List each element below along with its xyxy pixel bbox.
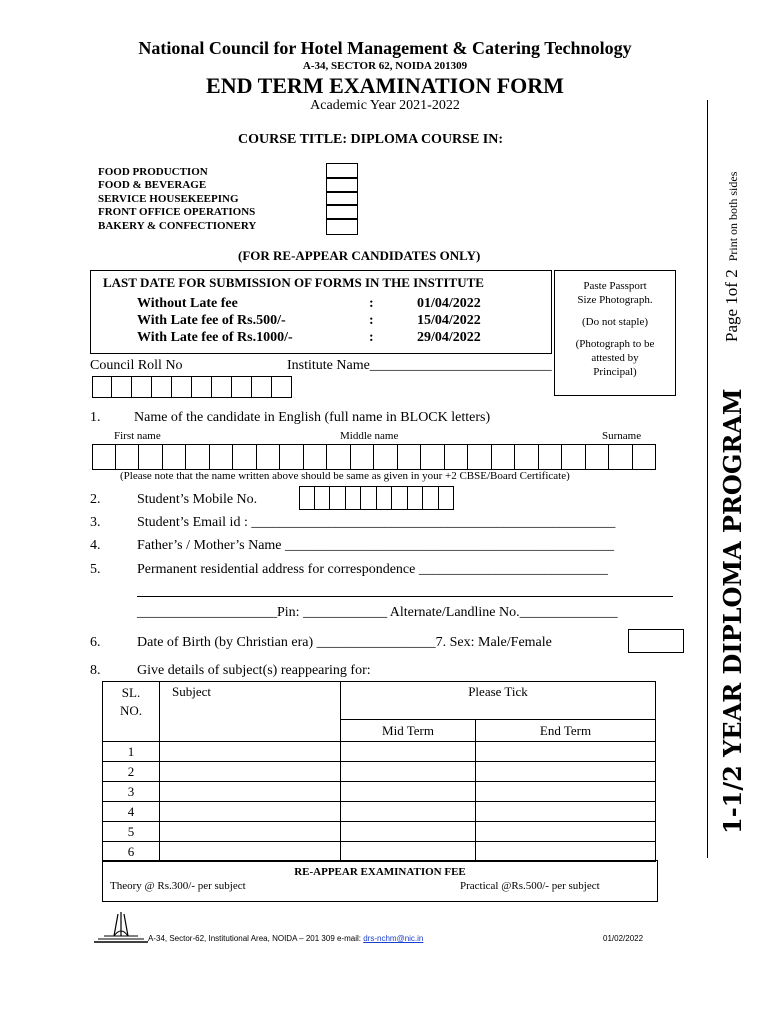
subject-cell[interactable] <box>160 762 341 782</box>
photo-text-5: attested by <box>591 352 639 364</box>
page-number-text: Page 1of 2 <box>722 269 741 342</box>
address-line-2[interactable] <box>137 596 673 597</box>
course-option-housekeeping: SERVICE HOUSEKEEPING <box>98 192 239 205</box>
program-title: 1-1/2 YEAR DIPLOMA PROGRAM <box>718 388 747 834</box>
table-row <box>103 742 656 762</box>
sl-label: SL. <box>121 685 141 700</box>
email-field[interactable]: Student’s Email id : ____________________________________________________ <box>137 515 616 530</box>
name-label: Name of the candidate in English (full name in BLOCK letters) <box>134 410 491 425</box>
sidebar-rule <box>707 100 708 858</box>
name-number: 1. <box>90 410 101 425</box>
subject-cell[interactable] <box>160 782 341 802</box>
course-option-front-office: FRONT OFFICE OPERATIONS <box>98 206 256 219</box>
sl-no-header <box>103 682 160 742</box>
photo-text-3: (Do not staple) <box>582 316 648 328</box>
institute-name-field[interactable]: Institute Name__________________________ <box>287 358 552 373</box>
email-number: 3. <box>90 515 101 530</box>
tick-header: Please Tick <box>341 682 656 720</box>
end-term-cell[interactable] <box>476 802 656 822</box>
deadline-date-2: 15/04/2022 <box>417 313 481 328</box>
course-option-bakery: BAKERY & CONFECTIONERY <box>98 219 257 232</box>
row-sl: 3 <box>103 782 160 802</box>
mobile-cells[interactable] <box>299 486 454 510</box>
course-title: COURSE TITLE: DIPLOMA COURSE IN: <box>238 132 504 147</box>
deadline-sep-1: : <box>369 296 374 311</box>
subject-header: Subject <box>160 682 341 742</box>
subject-cell[interactable] <box>160 842 341 862</box>
footer-date: 01/02/2022 <box>603 934 644 943</box>
mid-term-header: Mid Term <box>341 720 476 742</box>
deadline-sep-3: : <box>369 330 374 345</box>
reappear-note: (FOR RE-APPEAR CANDIDATES ONLY) <box>238 248 481 263</box>
nchmct-logo <box>92 910 150 944</box>
fee-practical: Practical @Rs.500/- per subject <box>460 880 600 892</box>
row-sl: 2 <box>103 762 160 782</box>
deadline-label-1: Without Late fee <box>137 296 238 311</box>
mid-term-cell[interactable] <box>341 782 476 802</box>
address-field[interactable]: Permanent residential address for correspondence ___________________________ <box>137 562 608 577</box>
end-term-cell[interactable] <box>476 782 656 802</box>
form-title: END TERM EXAMINATION FORM <box>206 73 564 98</box>
fee-title: RE-APPEAR EXAMINATION FEE <box>294 866 466 878</box>
deadline-label-2: With Late fee of Rs.500/- <box>137 313 286 328</box>
end-term-cell[interactable] <box>476 822 656 842</box>
org-name: National Council for Hotel Management & Catering Technology <box>138 38 632 58</box>
subject-cell[interactable] <box>160 822 341 842</box>
surname-label: Surname <box>602 430 642 442</box>
deadline-heading: LAST DATE FOR SUBMISSION OF FORMS IN THE INSTITUTE <box>103 275 484 290</box>
photo-text-1: Paste Passport <box>583 280 647 292</box>
table-row <box>103 822 656 842</box>
table-row <box>103 842 656 862</box>
deadline-label-3: With Late fee of Rs.1000/- <box>137 330 293 345</box>
table-row <box>103 782 656 802</box>
subject-cell[interactable] <box>160 802 341 822</box>
photo-instructions <box>554 279 676 379</box>
mobile-number: 2. <box>90 492 101 507</box>
mid-term-cell[interactable] <box>341 842 476 862</box>
subjects-label: Give details of subject(s) reappearing for: <box>137 663 371 678</box>
name-cells[interactable] <box>92 444 656 470</box>
mobile-label: Student’s Mobile No. <box>137 492 258 507</box>
course-checkbox-bakery[interactable] <box>326 218 358 235</box>
footer-address <box>148 934 423 943</box>
row-sl: 6 <box>103 842 160 862</box>
council-roll-cells[interactable] <box>92 376 292 398</box>
mid-term-cell[interactable] <box>341 742 476 762</box>
deadline-seps <box>369 295 374 346</box>
pin-landline-field[interactable]: ____________________Pin: ____________ Alternate/Landline No.______________ <box>137 605 618 620</box>
sidebar-page <box>722 172 742 342</box>
subjects-table <box>102 681 656 862</box>
footer-address-text: A-34, Sector-62, Institutional Area, NOIDA – 201 309 e-mail: <box>148 934 364 943</box>
parent-name-field[interactable]: Father’s / Mother’s Name _______________________________________________ <box>137 538 615 553</box>
sex-box[interactable] <box>628 629 684 653</box>
course-options <box>98 166 256 233</box>
deadline-date-3: 29/04/2022 <box>417 330 481 345</box>
photo-text-4: (Photograph to be <box>575 338 655 350</box>
photo-text-2: Size Photograph. <box>577 294 653 306</box>
parent-number: 4. <box>90 538 101 553</box>
mid-term-cell[interactable] <box>341 762 476 782</box>
no-label: NO. <box>119 703 143 718</box>
course-option-food-beverage: FOOD & BEVERAGE <box>98 179 207 192</box>
address-number: 5. <box>90 562 101 577</box>
deadline-labels <box>137 295 293 346</box>
mid-term-cell[interactable] <box>341 802 476 822</box>
table-row <box>103 762 656 782</box>
row-sl: 1 <box>103 742 160 762</box>
end-term-cell[interactable] <box>476 762 656 782</box>
dob-sex-field[interactable]: Date of Birth (by Christian era) _________________7. Sex: Male/Female <box>137 635 552 650</box>
table-row <box>103 802 656 822</box>
dob-number: 6. <box>90 635 101 650</box>
print-instructions: Print on both sides <box>726 171 740 262</box>
photo-text-6: Principal) <box>593 366 637 378</box>
mid-term-cell[interactable] <box>341 822 476 842</box>
subject-cell[interactable] <box>160 742 341 762</box>
end-term-header: End Term <box>476 720 656 742</box>
deadline-dates <box>417 295 481 346</box>
row-sl: 4 <box>103 802 160 822</box>
fee-theory: Theory @ Rs.300/- per subject <box>110 880 246 892</box>
course-option-food-production: FOOD PRODUCTION <box>98 166 208 178</box>
name-note: (Please note that the name written above should be same as given in your +2 CBSE/Board Certificate) <box>120 470 570 482</box>
end-term-cell[interactable] <box>476 842 656 862</box>
deadline-date-1: 01/04/2022 <box>417 296 481 311</box>
footer-email-link[interactable]: drs-nchm@nic.in <box>363 934 424 943</box>
middle-name-label: Middle name <box>340 430 399 442</box>
end-term-cell[interactable] <box>476 742 656 762</box>
academic-year: Academic Year 2021-2022 <box>310 98 460 113</box>
council-roll-label: Council Roll No <box>90 358 183 373</box>
first-name-label: First name <box>114 430 161 442</box>
subjects-number: 8. <box>90 663 101 678</box>
org-address: A-34, SECTOR 62, NOIDA 201309 <box>302 60 468 72</box>
row-sl: 5 <box>103 822 160 842</box>
deadline-sep-2: : <box>369 313 374 328</box>
